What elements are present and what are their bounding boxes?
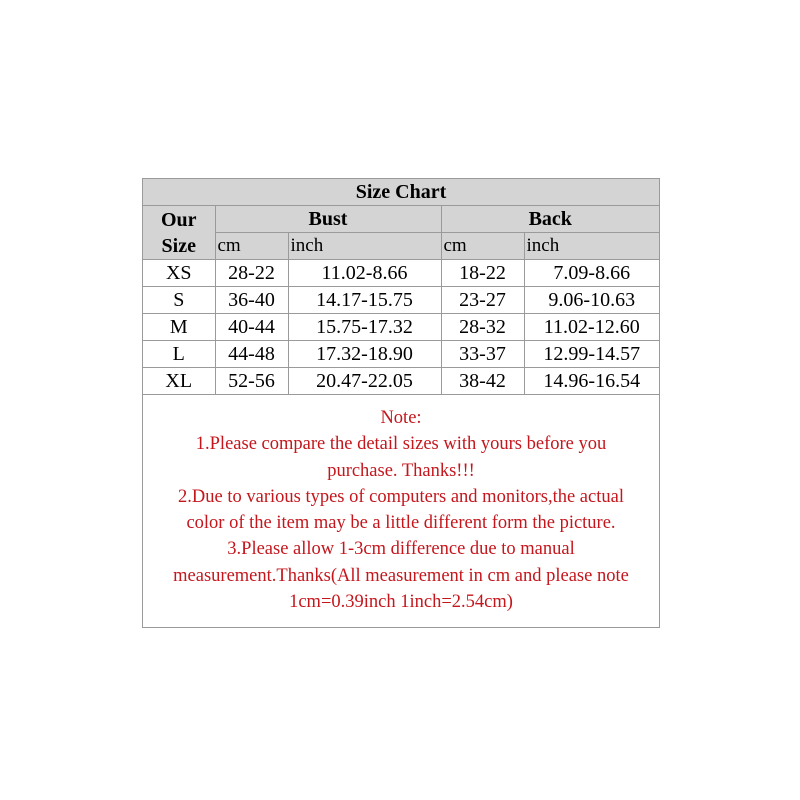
note-line: 3.Please allow 1-3cm difference due to manual [227,539,575,560]
bust-inch-cell: 11.02-8.66 [288,260,441,287]
note-section [143,395,659,627]
table-row [143,314,659,341]
bust-inch-cell: 17.32-18.90 [288,341,441,368]
note-line: color of the item may be a little different form the picture. [186,513,616,534]
bust-cm-cell: 36-40 [215,287,288,314]
size-chart [142,178,660,628]
table-row [143,341,659,368]
bust-cm-header: cm [215,233,288,260]
back-cm-cell: 23-27 [441,287,524,314]
size-table [143,178,659,395]
table-row [143,368,659,395]
table-row [143,260,659,287]
back-cm-header: cm [441,233,524,260]
back-inch-cell: 7.09-8.66 [524,260,659,287]
bust-inch-cell: 15.75-17.32 [288,314,441,341]
back-inch-header: inch [524,233,659,260]
note-line: 2.Due to various types of computers and monitors,the actual [178,486,624,507]
back-inch-cell: 11.02-12.60 [524,314,659,341]
bust-cm-cell: 40-44 [215,314,288,341]
note-line: 1cm=0.39inch 1inch=2.54cm) [289,592,513,613]
bust-inch-cell: 20.47-22.05 [288,368,441,395]
size-cell: XL [143,368,215,395]
bust-inch-header: inch [288,233,441,260]
note-heading: Note: [380,408,422,428]
chart-title: Size Chart [143,179,659,206]
bust-cm-cell: 44-48 [215,341,288,368]
bust-inch-cell: 14.17-15.75 [288,287,441,314]
back-cm-cell: 28-32 [441,314,524,341]
back-inch-cell: 12.99-14.57 [524,341,659,368]
size-cell: L [143,341,215,368]
back-cm-cell: 18-22 [441,260,524,287]
back-inch-cell: 14.96-16.54 [524,368,659,395]
size-cell: S [143,287,215,314]
our-size-header [143,206,215,260]
size-cell: XS [143,260,215,287]
back-cm-cell: 33-37 [441,341,524,368]
back-inch-cell: 9.06-10.63 [524,287,659,314]
our-size-line2: Size [161,234,196,257]
our-size-line1: Our [160,208,197,231]
table-row [143,287,659,314]
note-line: measurement.Thanks(All measurement in cm and please note [173,565,629,586]
bust-cm-cell: 52-56 [215,368,288,395]
note-line: purchase. Thanks!!! [327,460,475,481]
size-cell: M [143,314,215,341]
back-cm-cell: 38-42 [441,368,524,395]
bust-header: Bust [215,206,441,233]
back-header: Back [441,206,659,233]
note-line: 1.Please compare the detail sizes with yours before you [195,434,607,455]
bust-cm-cell: 28-22 [215,260,288,287]
